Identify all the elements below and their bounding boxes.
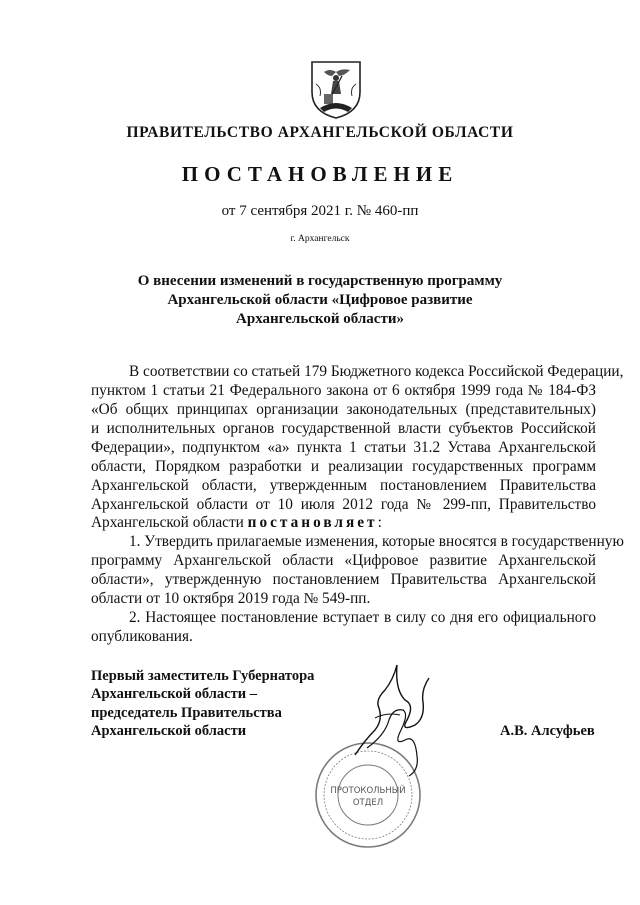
preamble-last-line [91,514,596,532]
item1-line: области от 10 октября 2019 года № 549-пп. [91,590,371,607]
resolves-word: постановляет [247,514,378,531]
document-date-number: от 7 сентября 2021 г. № 460-пп [221,203,419,219]
preamble-line: области, Порядком разработки и реализации государственных программ [91,458,596,475]
coat-of-arms-icon [306,58,366,120]
signer-title-line: Архангельской области – [91,686,257,702]
organization-name: ПРАВИТЕЛЬСТВО АРХАНГЕЛЬСКОЙ ОБЛАСТИ [126,124,514,141]
signer-title-line: Первый заместитель Губернатора [91,668,315,684]
resolves-colon: : [377,514,382,531]
item1-line: 1. Утвердить прилагаемые изменения, которые вносятся в государственную [129,533,624,550]
signer-title-line: председатель Правительства [91,705,282,721]
item1-line: области», утвержденную постановлением Правительства Архангельской [91,571,596,588]
subject-line-3: Архангельской области» [236,311,404,327]
signer-name: А.В. Алсуфьев [500,723,595,739]
stamp-center-line-2: ОТДЕЛ [352,798,384,808]
preamble-line: и исполнительных органов государственной власти субъектов Российской [91,420,596,437]
item2-line: 2. Настоящее постановление вступает в силу со дня его официального [129,609,596,626]
handwritten-signature [345,660,440,780]
subject-line-2: Архангельской области «Цифровое развитие [167,292,473,308]
stamp-center-line-1: ПРОТОКОЛЬНЫЙ [330,786,406,796]
preamble-line: Архангельской области, утвержденным постановлением Правительства [91,477,596,494]
preamble-line: Архангельской области от 10 июля 2012 года № 299-пп, Правительство [91,496,596,513]
preamble-line: пунктом 1 статьи 21 Федерального закона от 6 октября 1999 года № 184-ФЗ [91,382,596,399]
preamble-line: «Об общих принципах организации законодательных (представительных) [91,401,596,418]
signer-title-line: Архангельской области [91,723,247,739]
preamble-last-text: Архангельской области [91,514,248,531]
item1-line: программу Архангельской области «Цифровое развитие Архангельской [91,552,596,569]
preamble-line: Федерации», подпунктом «а» пункта 1 статьи 31.2 Устава Архангельской [91,439,596,456]
document-type: ПОСТАНОВЛЕНИЕ [181,162,459,186]
item2-line: опубликования. [91,628,193,645]
subject-line-1: О внесении изменений в государственную программу [137,273,503,289]
document-city: г. Архангельск [290,234,350,244]
preamble-line: В соответствии со статьей 179 Бюджетного кодекса Российской Федерации, [129,363,624,380]
